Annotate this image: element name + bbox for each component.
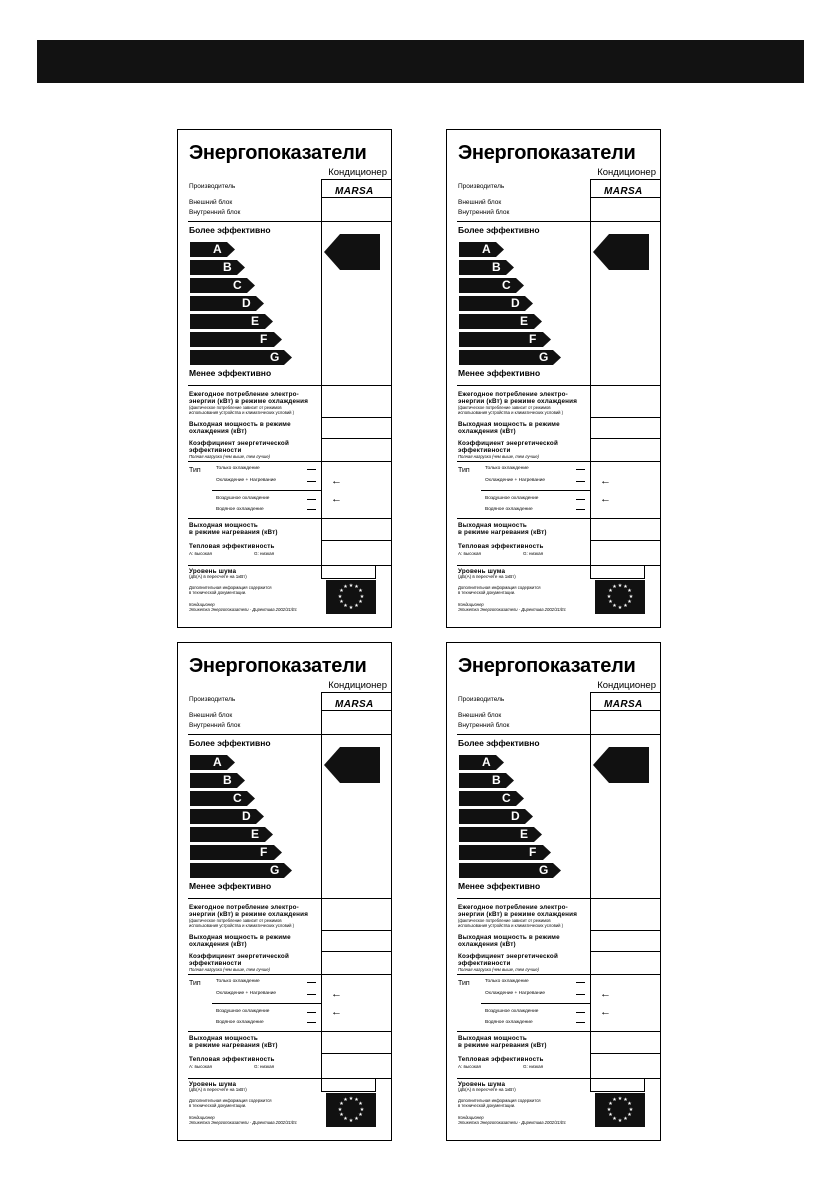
type-air-cooling: Воздушное охлаждение <box>216 496 270 501</box>
annual-consumption-label: Ежегодное потребление электро- энергии (кВт) в режиме охлаждения <box>189 391 309 405</box>
type-cooling-only: Только охлаждение <box>216 979 260 984</box>
divider <box>457 734 660 735</box>
divider <box>188 898 391 899</box>
divider <box>590 438 660 439</box>
class-letter: C <box>233 278 242 292</box>
class-bar-g <box>190 350 292 365</box>
divider <box>188 734 391 735</box>
class-bar-a <box>190 755 235 770</box>
dash-mark <box>576 1022 585 1023</box>
heating-efficiency-label: Тепловая эффективность <box>458 1056 544 1063</box>
class-letter: A <box>213 242 222 256</box>
class-letter: B <box>492 260 501 274</box>
noise-note: (дБ(А) в пересчете на 1кВт) <box>189 1087 247 1092</box>
divider <box>590 692 660 693</box>
dash-mark <box>307 1022 316 1023</box>
divider <box>590 1053 660 1054</box>
rating-arrow-icon <box>593 747 649 783</box>
annual-consumption-label: Ежегодное потребление электро- энергии (кВт) в режиме охлаждения <box>189 904 309 918</box>
less-efficient-label: Менее эффективно <box>189 368 272 378</box>
indoor-unit-label: Внутренний блок <box>458 209 510 216</box>
directive-footer: Кондиционер Этикетка Энергопоказатели - Директива 2002/31/Ес <box>189 602 297 612</box>
type-air-cooling: Воздушное охлаждение <box>485 1009 539 1014</box>
label-title: Энергопоказатели <box>189 655 367 677</box>
heating-output-label: Выходная мощность в режиме нагревания (кВт) <box>189 522 278 536</box>
class-bar-a <box>459 755 504 770</box>
class-letter: A <box>213 755 222 769</box>
efficiency-ratio-label: Коэффициент энергетической эффективности <box>458 953 559 967</box>
less-efficient-label: Менее эффективно <box>189 881 272 891</box>
noise-value-box <box>590 1078 645 1092</box>
rating-arrow-icon <box>593 234 649 270</box>
cooling-output-label: Выходная мощность в режиме охлаждения (кВт) <box>458 421 560 435</box>
label-subtitle: Кондиционер <box>597 680 656 691</box>
class-letter: D <box>242 296 251 310</box>
dash-mark <box>307 469 316 470</box>
type-label: Тип <box>458 467 470 474</box>
energy-label-3 <box>177 642 392 1141</box>
noise-note: (дБ(А) в пересчете на 1кВт) <box>458 1087 516 1092</box>
type-cooling-heating: Охлаждение + Нагревание <box>216 991 277 996</box>
class-bar-e <box>190 827 273 842</box>
heating-low: G: низкая <box>523 1064 544 1069</box>
type-label: Тип <box>189 980 201 987</box>
heating-output-label: Выходная мощность в режиме нагревания (кВт) <box>458 1035 547 1049</box>
divider <box>321 197 391 198</box>
dash-mark <box>307 509 316 510</box>
noise-level-label: Уровень шума <box>458 1081 506 1088</box>
type-cooling-only: Только охлаждение <box>485 466 529 471</box>
more-info-note: Дополнительная информация содержится в технической документации. <box>458 1098 541 1108</box>
class-letter: D <box>511 296 520 310</box>
divider <box>590 197 660 198</box>
divider <box>457 1031 660 1032</box>
more-efficient-label: Более эффективно <box>458 738 540 748</box>
class-letter: B <box>492 773 501 787</box>
efficiency-ratio-label: Коэффициент энергетической эффективности <box>458 440 559 454</box>
left-arrow-icon: ← <box>600 475 611 487</box>
dash-mark <box>576 481 585 482</box>
class-bar-b <box>459 773 514 788</box>
class-letter: D <box>242 809 251 823</box>
type-cooling-heating: Охлаждение + Нагревание <box>216 478 277 483</box>
noise-level-label: Уровень шума <box>189 568 237 575</box>
heating-low: G: низкая <box>254 551 275 556</box>
label-title: Энергопоказатели <box>189 142 367 164</box>
outdoor-unit-label: Внешний блок <box>458 712 502 719</box>
rating-arrow-icon <box>324 234 380 270</box>
class-letter: E <box>251 827 260 841</box>
label-title: Энергопоказатели <box>458 142 636 164</box>
class-bar-f <box>459 845 551 860</box>
directive-footer: Кондиционер Этикетка Энергопоказатели - Директива 2002/31/Ес <box>458 602 566 612</box>
heating-efficiency-label: Тепловая эффективность <box>189 543 275 550</box>
energy-label-4 <box>446 642 661 1141</box>
divider <box>590 179 660 180</box>
class-bar-c <box>190 791 255 806</box>
cooling-output-label: Выходная мощность в режиме охлаждения (кВт) <box>189 934 291 948</box>
brand-logo: MARSA <box>335 186 374 197</box>
divider <box>590 710 660 711</box>
outdoor-unit-label: Внешний блок <box>458 199 502 206</box>
more-efficient-label: Более эффективно <box>458 225 540 235</box>
class-letter: C <box>233 791 242 805</box>
class-bar-d <box>459 296 533 311</box>
class-letter: C <box>502 791 511 805</box>
divider <box>457 221 660 222</box>
left-arrow-icon: ← <box>600 1006 611 1018</box>
indoor-unit-label: Внутренний блок <box>189 209 241 216</box>
heating-low: G: низкая <box>254 1064 275 1069</box>
type-air-cooling: Воздушное охлаждение <box>485 496 539 501</box>
divider <box>590 930 660 931</box>
class-letter: F <box>260 845 268 859</box>
column-divider <box>590 179 591 565</box>
divider <box>457 974 660 975</box>
noise-value-box <box>321 565 376 579</box>
energy-label-1 <box>177 129 392 628</box>
efficiency-note: Полная нагрузка (чем выше, тем лучше) <box>189 454 270 459</box>
heating-output-label: Выходная мощность в режиме нагревания (кВт) <box>189 1035 278 1049</box>
left-arrow-icon: ← <box>331 475 342 487</box>
class-bar-g <box>190 863 292 878</box>
class-letter: C <box>502 278 511 292</box>
type-water-cooling: Водяное охлаждение <box>485 507 533 512</box>
class-bar-e <box>459 314 542 329</box>
left-arrow-icon: ← <box>331 493 342 505</box>
brand-logo: MARSA <box>604 186 643 197</box>
divider <box>188 385 391 386</box>
class-letter: B <box>223 260 232 274</box>
divider <box>321 692 391 693</box>
divider <box>188 518 391 519</box>
heating-output-label: Выходная мощность в режиме нагревания (кВт) <box>458 522 547 536</box>
class-bar-d <box>190 296 264 311</box>
divider <box>321 710 391 711</box>
class-bar-g <box>459 350 561 365</box>
class-letter: F <box>529 845 537 859</box>
type-cooling-only: Только охлаждение <box>216 466 260 471</box>
dash-mark <box>576 994 585 995</box>
class-letter: F <box>529 332 537 346</box>
indoor-unit-label: Внутренний блок <box>458 722 510 729</box>
dash-mark <box>576 499 585 500</box>
heating-efficiency-label: Тепловая эффективность <box>458 543 544 550</box>
divider <box>321 951 391 952</box>
noise-level-label: Уровень шума <box>458 568 506 575</box>
class-bar-a <box>459 242 504 257</box>
class-letter: B <box>223 773 232 787</box>
divider <box>590 540 660 541</box>
divider <box>590 417 660 418</box>
annual-consumption-label: Ежегодное потребление электро- энергии (кВт) в режиме охлаждения <box>458 904 578 918</box>
noise-value-box <box>590 565 645 579</box>
manufacturer-label: Производитель <box>458 183 505 190</box>
divider <box>321 179 391 180</box>
class-letter: E <box>251 314 260 328</box>
class-bar-f <box>190 845 282 860</box>
efficiency-ratio-label: Коэффициент энергетической эффективности <box>189 953 290 967</box>
annual-consumption-note: (фактическое потребление зависит от режимов использования устройства и климатических условий ) <box>458 405 564 415</box>
dash-mark <box>307 994 316 995</box>
label-subtitle: Кондиционер <box>328 167 387 178</box>
class-bar-c <box>459 791 524 806</box>
type-label: Тип <box>189 467 201 474</box>
type-cooling-only: Только охлаждение <box>485 979 529 984</box>
dash-mark <box>576 509 585 510</box>
type-water-cooling: Водяное охлаждение <box>216 507 264 512</box>
less-efficient-label: Менее эффективно <box>458 881 541 891</box>
noise-value-box <box>321 1078 376 1092</box>
eu-flag-icon: ★ ★ ★ ★ ★ ★ ★ ★ ★ ★ ★ ★ <box>326 580 376 614</box>
heating-high: А: высокая <box>458 1064 481 1069</box>
annual-consumption-note: (фактическое потребление зависит от режимов использования устройства и климатических условий ) <box>458 918 564 928</box>
column-divider <box>590 692 591 1078</box>
class-letter: D <box>511 809 520 823</box>
more-info-note: Дополнительная информация содержится в технической документации. <box>458 585 541 595</box>
directive-footer: Кондиционер Этикетка Энергопоказатели - Директива 2002/31/Ес <box>458 1115 566 1125</box>
header-bar <box>37 40 804 83</box>
class-bar-f <box>459 332 551 347</box>
efficiency-note: Полная нагрузка (чем выше, тем лучше) <box>189 967 270 972</box>
class-bar-b <box>459 260 514 275</box>
manufacturer-label: Производитель <box>458 696 505 703</box>
divider <box>321 540 391 541</box>
divider <box>321 417 391 418</box>
divider <box>212 490 321 491</box>
dash-mark <box>307 982 316 983</box>
annual-consumption-note: (фактическое потребление зависит от режимов использования устройства и климатических условий ) <box>189 918 295 928</box>
divider <box>457 518 660 519</box>
left-arrow-icon: ← <box>600 988 611 1000</box>
annual-consumption-label: Ежегодное потребление электро- энергии (кВт) в режиме охлаждения <box>458 391 578 405</box>
class-letter: E <box>520 314 529 328</box>
efficiency-ratio-label: Коэффициент энергетической эффективности <box>189 440 290 454</box>
type-cooling-heating: Охлаждение + Нагревание <box>485 478 546 483</box>
class-letter: F <box>260 332 268 346</box>
more-efficient-label: Более эффективно <box>189 738 271 748</box>
type-water-cooling: Водяное охлаждение <box>485 1020 533 1025</box>
class-bar-c <box>190 278 255 293</box>
divider <box>321 1053 391 1054</box>
noise-note: (дБ(А) в пересчете на 1кВт) <box>189 574 247 579</box>
dash-mark <box>576 982 585 983</box>
heating-efficiency-label: Тепловая эффективность <box>189 1056 275 1063</box>
class-bar-f <box>190 332 282 347</box>
dash-mark <box>307 1012 316 1013</box>
cooling-output-label: Выходная мощность в режиме охлаждения (кВт) <box>189 421 291 435</box>
heating-low: G: низкая <box>523 551 544 556</box>
annual-consumption-note: (фактическое потребление зависит от режимов использования устройства и климатических условий ) <box>189 405 295 415</box>
column-divider <box>321 692 322 1078</box>
class-bar-g <box>459 863 561 878</box>
divider <box>188 974 391 975</box>
cooling-output-label: Выходная мощность в режиме охлаждения (кВт) <box>458 934 560 948</box>
type-water-cooling: Водяное охлаждение <box>216 1020 264 1025</box>
class-bar-c <box>459 278 524 293</box>
class-bar-d <box>190 809 264 824</box>
more-info-note: Дополнительная информация содержится в технической документации. <box>189 1098 272 1108</box>
class-bar-b <box>190 773 245 788</box>
dash-mark <box>576 469 585 470</box>
left-arrow-icon: ← <box>331 988 342 1000</box>
label-subtitle: Кондиционер <box>328 680 387 691</box>
divider <box>212 1003 321 1004</box>
divider <box>457 461 660 462</box>
class-letter: A <box>482 242 491 256</box>
indoor-unit-label: Внутренний блок <box>189 722 241 729</box>
heating-high: А: высокая <box>458 551 481 556</box>
class-bar-a <box>190 242 235 257</box>
divider <box>590 951 660 952</box>
brand-logo: MARSA <box>604 699 643 710</box>
class-bar-e <box>459 827 542 842</box>
divider <box>188 1031 391 1032</box>
less-efficient-label: Менее эффективно <box>458 368 541 378</box>
energy-label-2 <box>446 129 661 628</box>
left-arrow-icon: ← <box>600 493 611 505</box>
outdoor-unit-label: Внешний блок <box>189 199 233 206</box>
rating-arrow-icon <box>324 747 380 783</box>
class-letter: A <box>482 755 491 769</box>
noise-level-label: Уровень шума <box>189 1081 237 1088</box>
column-divider <box>321 179 322 565</box>
divider <box>188 221 391 222</box>
divider <box>481 490 590 491</box>
class-letter: E <box>520 827 529 841</box>
eu-flag-icon: ★ ★ ★ ★ ★ ★ ★ ★ ★ ★ ★ ★ <box>595 580 645 614</box>
efficiency-note: Полная нагрузка (чем выше, тем лучше) <box>458 967 539 972</box>
eu-flag-icon: ★ ★ ★ ★ ★ ★ ★ ★ ★ ★ ★ ★ <box>326 1093 376 1127</box>
type-air-cooling: Воздушное охлаждение <box>216 1009 270 1014</box>
divider <box>457 385 660 386</box>
class-letter: G <box>270 863 280 877</box>
label-title: Энергопоказатели <box>458 655 636 677</box>
class-letter: G <box>539 863 549 877</box>
divider <box>457 898 660 899</box>
eu-flag-icon: ★ ★ ★ ★ ★ ★ ★ ★ ★ ★ ★ ★ <box>595 1093 645 1127</box>
type-cooling-heating: Охлаждение + Нагревание <box>485 991 546 996</box>
class-bar-d <box>459 809 533 824</box>
dash-mark <box>307 499 316 500</box>
left-arrow-icon: ← <box>331 1006 342 1018</box>
dash-mark <box>307 481 316 482</box>
class-bar-b <box>190 260 245 275</box>
heating-high: А: высокая <box>189 551 212 556</box>
divider <box>321 930 391 931</box>
directive-footer: Кондиционер Этикетка Энергопоказатели - Директива 2002/31/Ес <box>189 1115 297 1125</box>
divider <box>481 1003 590 1004</box>
class-bar-e <box>190 314 273 329</box>
type-label: Тип <box>458 980 470 987</box>
brand-logo: MARSA <box>335 699 374 710</box>
heating-high: А: высокая <box>189 1064 212 1069</box>
noise-note: (дБ(А) в пересчете на 1кВт) <box>458 574 516 579</box>
divider <box>321 438 391 439</box>
dash-mark <box>576 1012 585 1013</box>
class-letter: G <box>539 350 549 364</box>
manufacturer-label: Производитель <box>189 183 236 190</box>
efficiency-note: Полная нагрузка (чем выше, тем лучше) <box>458 454 539 459</box>
divider <box>188 461 391 462</box>
label-subtitle: Кондиционер <box>597 167 656 178</box>
outdoor-unit-label: Внешний блок <box>189 712 233 719</box>
class-letter: G <box>270 350 280 364</box>
more-efficient-label: Более эффективно <box>189 225 271 235</box>
manufacturer-label: Производитель <box>189 696 236 703</box>
more-info-note: Дополнительная информация содержится в технической документации. <box>189 585 272 595</box>
